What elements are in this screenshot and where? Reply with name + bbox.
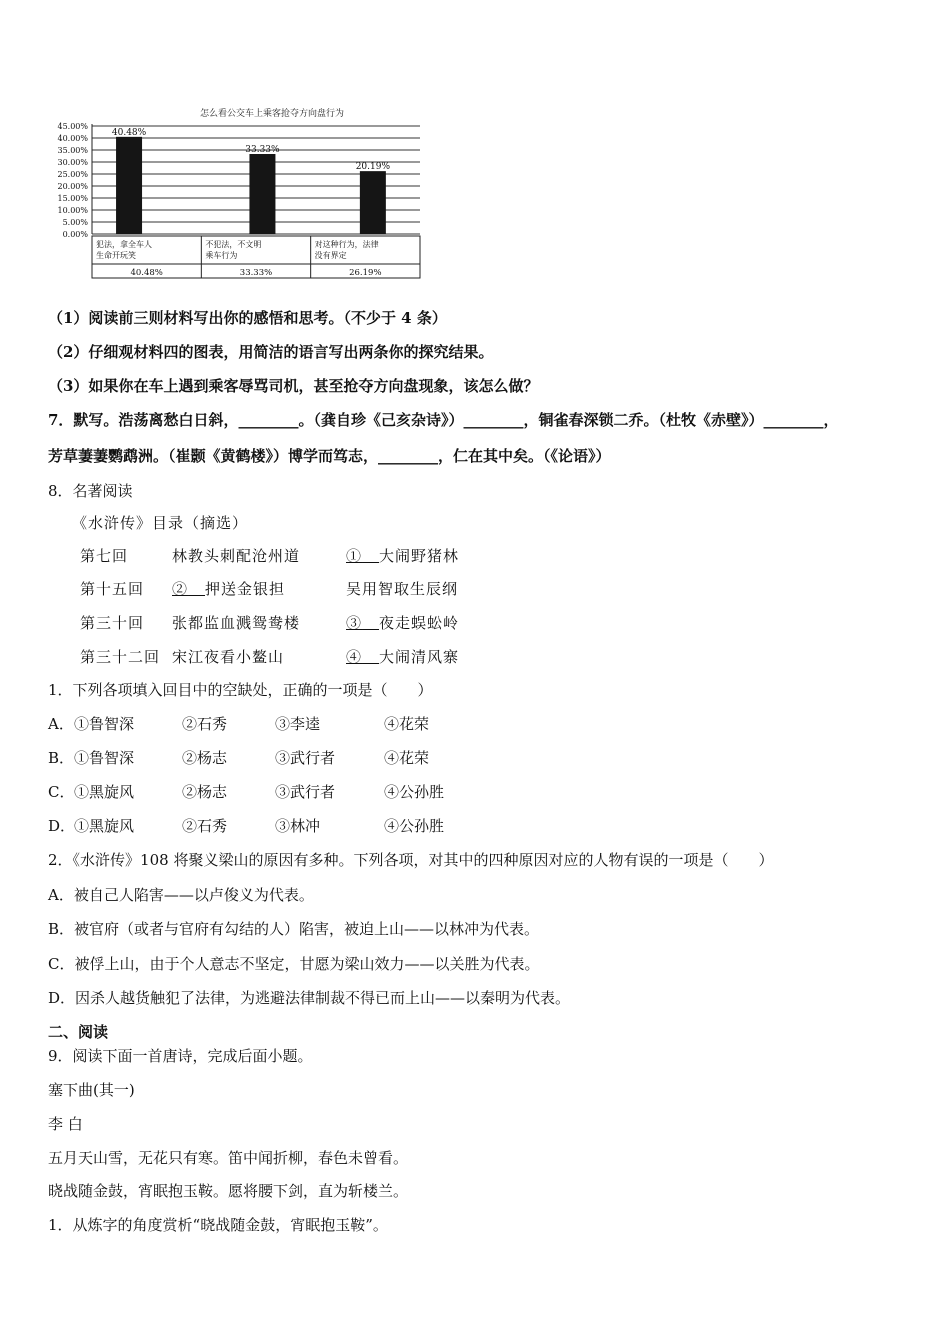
option-choice: ①黑旋风 xyxy=(74,817,135,835)
option-choice: ①黑旋风 xyxy=(74,783,135,801)
option-choice: ①鲁智深 xyxy=(74,749,135,767)
q9-sub-1: 1．从炼字的角度赏析“晓战随金鼓，宵眠抱玉鞍”。 xyxy=(48,1216,388,1234)
toc-title-a: 宋江夜看小鳌山 xyxy=(172,648,285,666)
y-tick-label: 40.00% xyxy=(57,134,88,143)
poem-line: 五月天山雪，无花只有寒。笛中闻折柳，春色未曾看。 xyxy=(48,1149,409,1167)
q7-line-2: 芳草萋萋鹦鹉洲。（崔颢《黄鹤楼》）博学而笃志，________，仁在其中矣。（《论语》） xyxy=(48,447,611,465)
toc-title-b xyxy=(346,546,459,566)
option-c[interactable]: C．被俘上山，由于个人意志不坚定，甘愿为梁山效力——以关胜为代表。 xyxy=(48,955,540,973)
bar xyxy=(249,154,275,234)
section-heading: 二、阅读 xyxy=(48,1023,109,1041)
y-tick-label: 25.00% xyxy=(57,170,88,179)
category-label: 犯法，拿全车人 xyxy=(96,240,152,249)
y-tick-label: 35.00% xyxy=(57,146,88,155)
option-letter: C． xyxy=(48,783,75,801)
poem-title: 塞下曲(其一) xyxy=(48,1081,135,1099)
blank-mark: ③ xyxy=(346,614,363,632)
blank-mark: ② xyxy=(172,580,189,598)
q9-prompt: 9．阅读下面一首唐诗，完成后面小题。 xyxy=(48,1047,313,1065)
category-label: 不犯法，不文明 xyxy=(205,240,262,249)
option-choice: ②石秀 xyxy=(182,817,228,835)
toc-title-b: 吴用智取生辰纲 xyxy=(346,580,459,598)
option-b[interactable]: B．被官府（或者与官府有勾结的人）陷害，被迫上山——以林冲为代表。 xyxy=(48,920,540,938)
toc-text: 大闹野猪林 xyxy=(379,547,460,565)
bar xyxy=(360,171,386,234)
q6-item-1: （1）阅读前三则材料写出你的感悟和思考。（不少于 4 条） xyxy=(48,309,447,327)
toc-chapter: 第十五回 xyxy=(80,580,145,598)
option-c[interactable] xyxy=(48,782,548,802)
option-choice: ③武行者 xyxy=(275,749,336,767)
option-choice: ③李逵 xyxy=(275,715,321,733)
option-letter: D． xyxy=(48,817,76,835)
option-choice: ④花荣 xyxy=(384,715,430,733)
q8-sub-1: 1．下列各项填入回目中的空缺处，正确的一项是（ ） xyxy=(48,681,433,699)
option-choice: ③武行者 xyxy=(275,783,336,801)
category-label: 乘车行为 xyxy=(205,251,238,260)
option-choice: ②杨志 xyxy=(182,749,228,767)
toc-text: 夜走蜈蚣岭 xyxy=(379,614,460,632)
toc-text: 大闹清风寨 xyxy=(379,648,460,666)
bar xyxy=(116,137,142,234)
option-choice: ①鲁智深 xyxy=(74,715,135,733)
data-label: 33.33% xyxy=(245,145,280,156)
q8-sub-2: 2．《水浒传》108 将聚义梁山的原因有多种。下列各项，对其中的四种原因对应的人物有误的一项是（ ） xyxy=(48,851,774,869)
y-tick-label: 20.00% xyxy=(57,182,88,191)
toc-text: 押送金银担 xyxy=(205,580,286,598)
table-value: 26.19% xyxy=(349,268,382,278)
toc-title-a: 张都监血溅鸳鸯楼 xyxy=(172,614,301,632)
toc-chapter: 第七回 xyxy=(80,547,129,565)
y-tick-label: 5.00% xyxy=(62,218,88,227)
bar-chart-figure xyxy=(52,104,422,286)
table-value: 33.33% xyxy=(239,268,273,278)
option-d[interactable]: D．因杀人越货触犯了法律，为逃避法律制裁不得已而上山——以秦明为代表。 xyxy=(48,989,571,1007)
data-label: 40.48% xyxy=(111,127,147,138)
option-choice: ②杨志 xyxy=(182,783,228,801)
toc-title-a: 林教头刺配沧州道 xyxy=(172,547,301,565)
option-a[interactable] xyxy=(48,714,548,734)
bar-chart xyxy=(52,104,422,286)
poem-line: 晓战随金鼓，宵眠抱玉鞍。愿将腰下剑，直为斩楼兰。 xyxy=(48,1182,409,1200)
y-tick-label: 15.00% xyxy=(57,194,88,203)
toc-title-b xyxy=(346,647,459,667)
blank-mark: ① xyxy=(346,547,363,565)
toc-chapter: 第三十二回 xyxy=(80,648,161,666)
option-a[interactable]: A．被自己人陷害——以卢俊义为代表。 xyxy=(48,886,314,904)
q7-line-1: 7．默写。浩荡离愁白日斜，________。（龚自珍《己亥杂诗》）________，铜雀春深锁二乔。（杜牧《赤壁》）________， xyxy=(48,411,839,429)
poet-name: 李 白 xyxy=(48,1115,83,1133)
toc-title-b xyxy=(346,613,459,633)
option-choice: ③林冲 xyxy=(275,817,321,835)
option-choice: ④花荣 xyxy=(384,749,430,767)
y-tick-label: 0.00% xyxy=(62,230,88,239)
table-value: 40.48% xyxy=(130,268,163,278)
option-d[interactable] xyxy=(48,816,548,836)
toc-title-a xyxy=(172,579,285,599)
toc-chapter: 第三十回 xyxy=(80,614,145,632)
option-letter: A． xyxy=(48,715,74,733)
y-tick-label: 45.00% xyxy=(57,122,88,131)
option-b[interactable] xyxy=(48,748,548,768)
toc-title: 《水浒传》目录（摘选） xyxy=(72,514,249,532)
y-tick-label: 10.00% xyxy=(57,206,88,215)
q6-item-2: （2）仔细观材料四的图表，用简洁的语言写出两条你的探究结果。 xyxy=(48,343,494,361)
y-tick-label: 30.00% xyxy=(57,158,88,167)
option-choice: ④公孙胜 xyxy=(384,817,445,835)
category-label: 生命开玩笑 xyxy=(96,251,136,260)
option-choice: ②石秀 xyxy=(182,715,228,733)
chart-title: 怎么看公交车上乘客抢夺方向盘行为 xyxy=(199,109,345,119)
option-choice: ④公孙胜 xyxy=(384,783,445,801)
option-letter: B． xyxy=(48,749,75,767)
blank-mark: ④ xyxy=(346,648,363,666)
category-label: 对这种行为，法律 xyxy=(314,240,379,249)
category-label: 没有界定 xyxy=(314,251,347,260)
q8-title: 8．名著阅读 xyxy=(48,482,133,500)
q6-item-3: （3）如果你在车上遇到乘客辱骂司机，甚至抢夺方向盘现象，该怎么做？ xyxy=(48,377,539,395)
data-label: 20.19% xyxy=(355,162,391,173)
